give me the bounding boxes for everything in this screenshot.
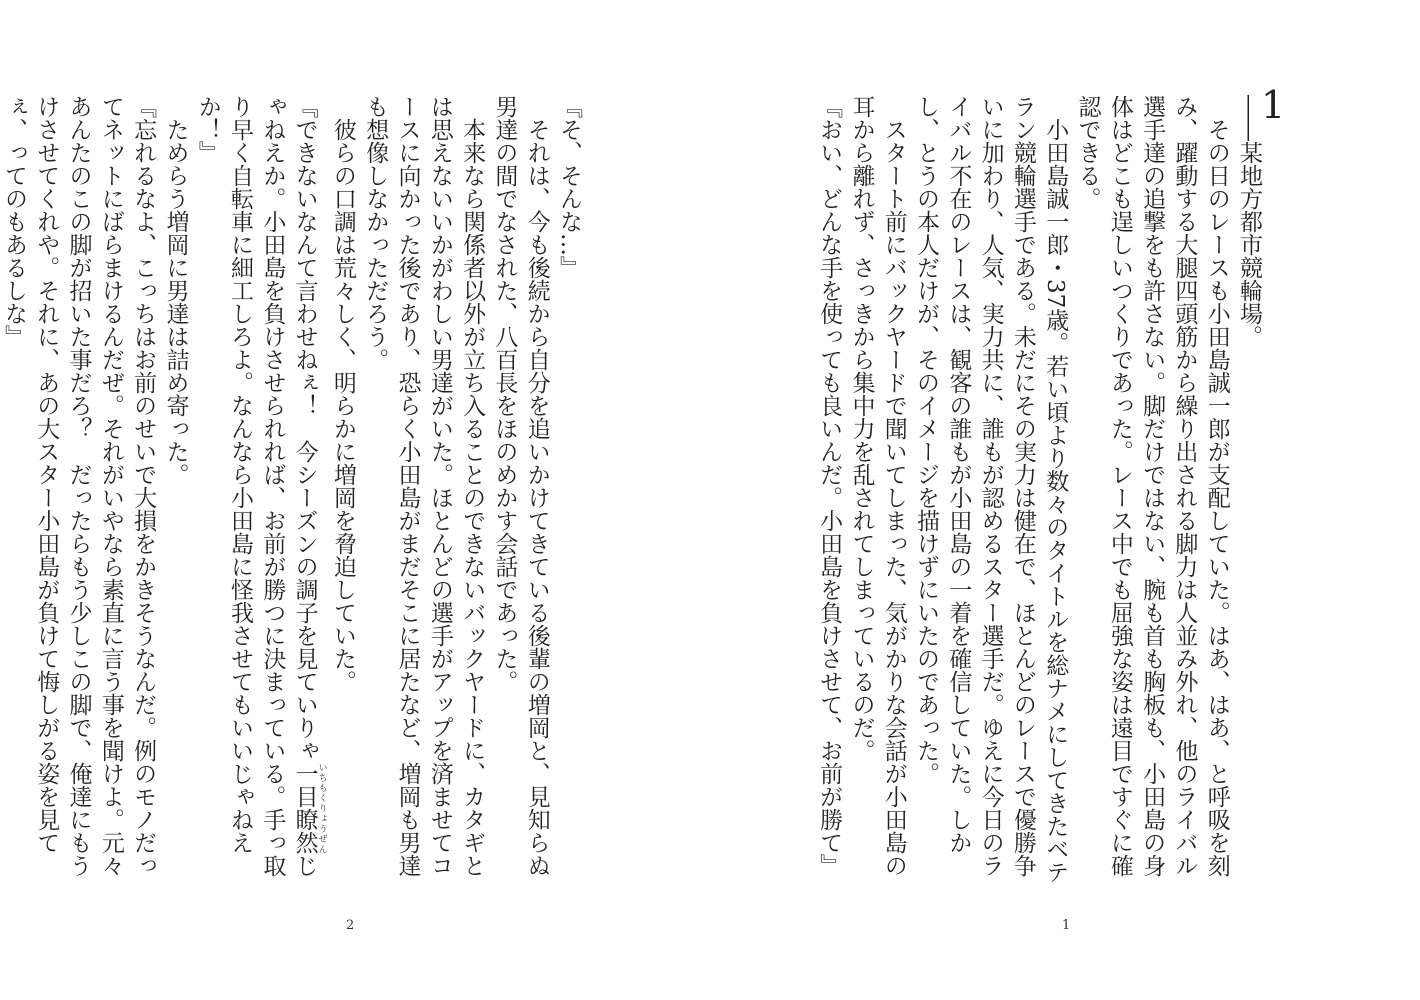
ruby-annotation: 一目瞭然 いちもくりょうぜん — [291, 762, 327, 854]
paragraph-5: 『おい、どんな手を使っても良いんだ。小田島を負けさせて、お前が勝て』 — [816, 95, 843, 877]
right-page-body — [816, 95, 1265, 895]
paragraph-1: ――某地方都市競輪場。 — [1236, 95, 1262, 348]
paragraph-6: ためらう増岡に男達は詰め寄った。 — [162, 118, 189, 486]
left-page-body — [0, 95, 585, 895]
paragraph-5: 『できないなんて言わせねぇ！ 今シーズンの調子を見ていりゃ一目瞭然 いちもくりょうぜんじゃねえか。小田島を負けさせられれば、お前が勝つに決まっている。手っ取り早く自転車に細工しろよ。なんなら小田島に怪我させてもいいじゃねえか！』 — [194, 95, 327, 877]
paragraph-4: 彼らの口調は荒々しく、明らかに増岡を脅迫していた。 — [329, 118, 356, 693]
paragraph-7: 『忘れるなよ、こっちはお前のせいで大損をかきそうなんだ。例のモノだってネットにばらまけるんだぜ。それがいやなら素直に言う事を聞けよ。元々あんたのこの脚が招いた事だろ？ だったらもう少しこの脚で、俺達にもうけさせてくれや。それに、あの大スター小田島が負けて悔しがる姿を見てぇ、ってのもあるしな』 — [0, 95, 157, 877]
right-page — [710, 0, 1420, 1000]
paragraph-4: スタート前にバックヤードで聞いてしまった、気がかりな会話が小田島の耳から離れず、さっきから集中力を乱されてしまっているのだ。 — [848, 95, 907, 877]
paragraph-3: 本来なら関係者以外が立ち入ることのできないバックヤードに、カタギとは思えないいかがわしい男達がいた。ほとんどの選手がアップを済ませてコースに向かった後であり、恐らく小田島がまだそこに居たなど、増岡も男達も想像しなかっただろう。 — [362, 95, 486, 877]
page-number: 2 — [346, 918, 355, 933]
chapter-number: 1 — [1261, 83, 1286, 127]
paragraph-3: 小田島誠一郎・37歳。若い頃より数々のタイトルを総ナメにしてきたベテラン競輪選手である。未だにその実力は健在で、ほとんどのレースで優勝争いに加わり、人気、実力共に、誰もが認めるスター選手だ。ゆえに今日のライバル不在のレースは、観客の誰もが小田島の一着を確信していた。しかし、とうの本人だけが、そのイメージを描けずにいたのであった。 — [913, 95, 1069, 884]
ruby-reading: いちもくりょうぜん — [316, 762, 327, 854]
paragraph-1: 『そ、そんな…』 — [556, 95, 582, 279]
page-number: 1 — [1062, 918, 1071, 933]
paragraph-2: その日のレースも小田島誠一郎が支配していた。はあ、はあ、と呼吸を刻み、躍動する大腿四頭筋から繰り出される脚力は人並み外れ、他のライバル選手達の追撃をも許さない。脚だけではない、腕も首も胸板も、小田島の身体はどこも逞しいつくりであった。レース中でも屈強な姿は遠目ですぐに確認できる。 — [1074, 95, 1230, 877]
paragraph-2: それは、今も後続から自分を追いかけてきている後輩の増岡と、見知らぬ男達の間でなされた、八百長をほのめかす会話であった。 — [491, 95, 550, 877]
